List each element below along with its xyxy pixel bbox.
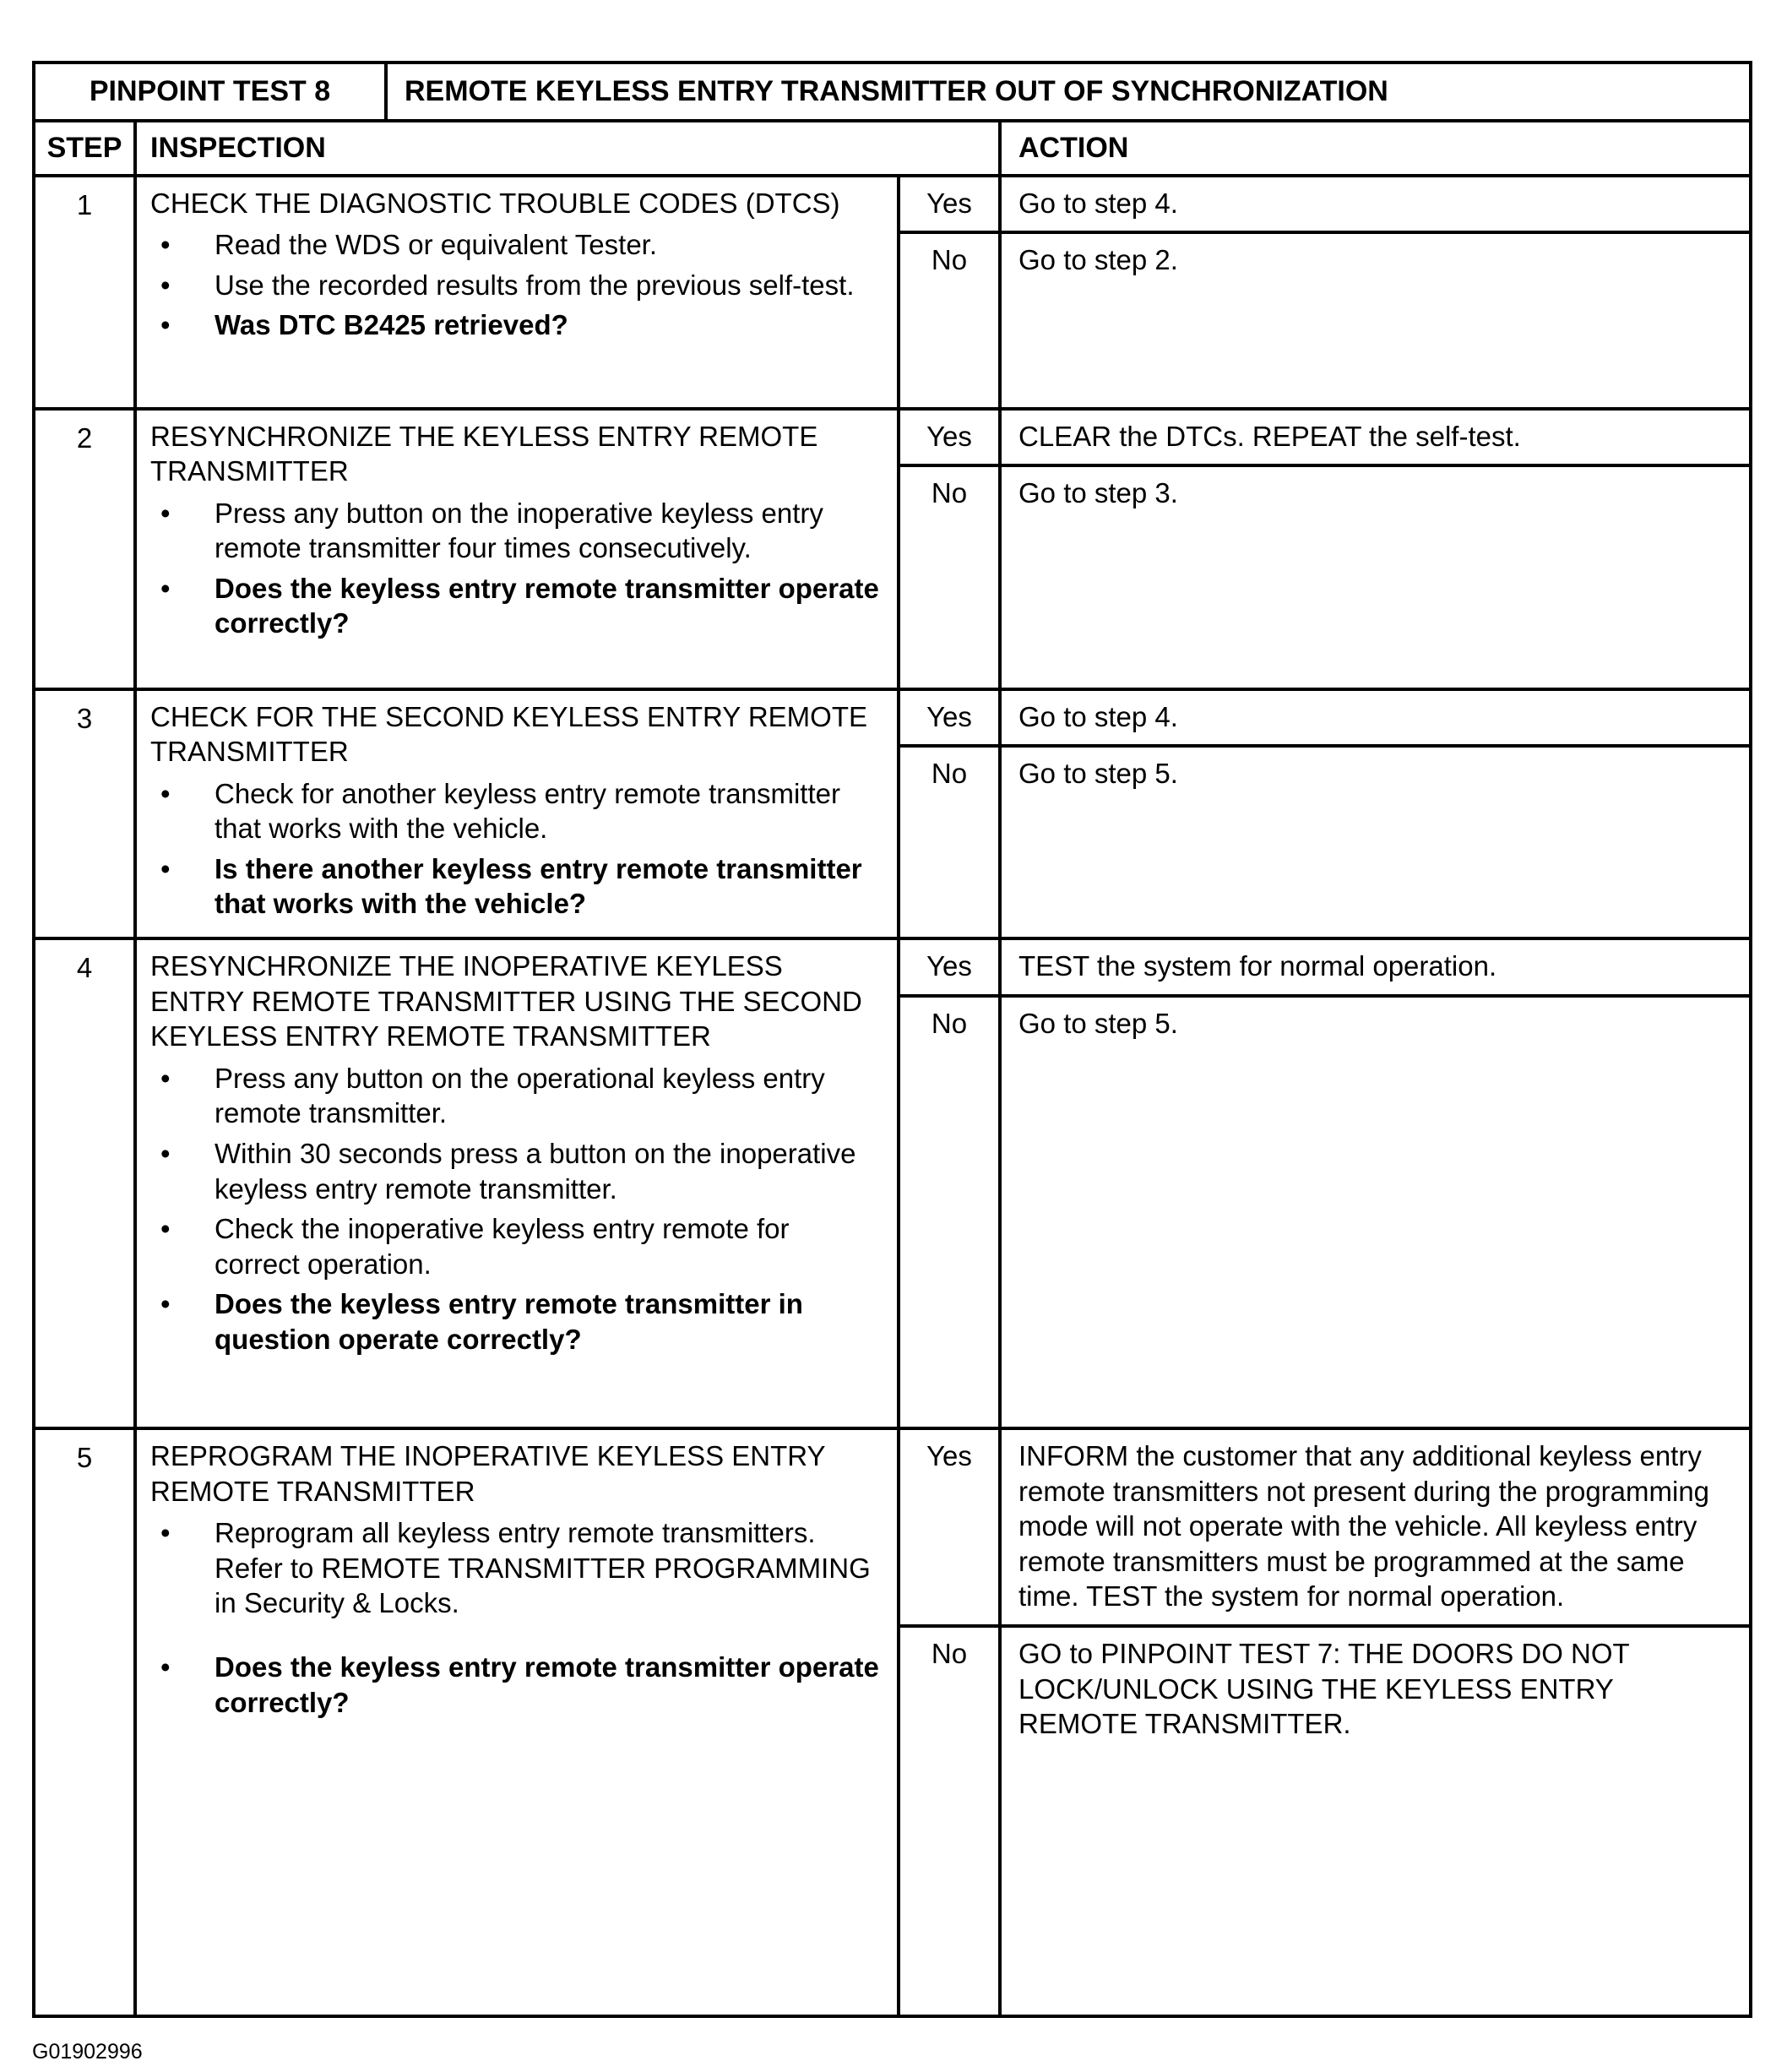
table-title-row xyxy=(35,64,1749,122)
bullet-dot: • xyxy=(160,1651,171,1683)
outcome-label: Yes xyxy=(900,411,1002,465)
outcome-label: No xyxy=(900,998,1002,1427)
step-number: 2 xyxy=(35,411,137,688)
outcome-action: Go to step 5. xyxy=(1018,758,1178,790)
bullet-text: Is there another keyless entry remote transmitter that works with the vehicle? xyxy=(215,852,862,920)
bullet-text: Press any button on the inoperative keyless entry remote transmitter four times consecutively. xyxy=(215,497,823,564)
step-row xyxy=(35,691,1749,940)
outcome-action: Go to step 5. xyxy=(1018,1007,1178,1039)
outcome-label: No xyxy=(900,234,1002,406)
outcome-row xyxy=(900,1628,1749,2015)
inspection-title: RESYNCHRONIZE THE INOPERATIVE KEYLESS ENTRY REMOTE TRANSMITTER USING THE SECOND KEYLESS ENTRY REMOTE TRANSMITTER xyxy=(150,950,862,1052)
bullet-dot: • xyxy=(160,1213,171,1245)
outcome-action: TEST the system for normal operation. xyxy=(1018,950,1497,982)
bullet-dot: • xyxy=(160,572,171,604)
outcome-row xyxy=(900,748,1749,937)
step-number: 5 xyxy=(35,1430,137,2015)
outcome-label: Yes xyxy=(900,940,1002,994)
inspection-cell xyxy=(137,940,900,1427)
test-title: REMOTE KEYLESS ENTRY TRANSMITTER OUT OF SYNCHRONIZATION xyxy=(405,75,1388,107)
inspection-cell xyxy=(137,1430,900,2015)
outcome-row xyxy=(900,234,1749,406)
bullet-dot: • xyxy=(160,229,171,261)
bullet-text: Use the recorded results from the previous self-test. xyxy=(215,269,855,301)
outcome-action: Go to step 2. xyxy=(1018,244,1178,276)
column-header-inspection: INSPECTION xyxy=(137,122,1002,174)
bullet-text: Does the keyless entry remote transmitter operate correctly? xyxy=(215,572,879,639)
bullet-dot: • xyxy=(160,1137,171,1169)
bullet-text: Reprogram all keyless entry remote transmitters. Refer to REMOTE TRANSMITTER PROGRAMMING in Security & Locks. xyxy=(215,1517,871,1619)
outcome-action: GO to PINPOINT TEST 7: THE DOORS DO NOT LOCK/UNLOCK USING THE KEYLESS ENTRY REMOTE TRANSMITTER. xyxy=(1018,1637,1630,1740)
figure-id: G01902996 xyxy=(32,2040,143,2064)
outcome-label: Yes xyxy=(900,1430,1002,1624)
bullet-dot: • xyxy=(160,852,171,884)
inspection-bullet xyxy=(150,1211,880,1281)
test-label: PINPOINT TEST 8 xyxy=(35,64,388,119)
inspection-cell xyxy=(137,411,900,688)
outcomes-cell xyxy=(900,177,1749,407)
outcome-row xyxy=(900,691,1749,748)
outcome-action: Go to step 4. xyxy=(1018,187,1178,219)
inspection-bullet xyxy=(150,1515,880,1621)
step-row xyxy=(35,1430,1749,2015)
step-number: 3 xyxy=(35,691,137,937)
bullet-text: Check for another keyless entry remote transmitter that works with the vehicle. xyxy=(215,777,840,845)
outcome-row xyxy=(900,411,1749,468)
outcomes-cell xyxy=(900,691,1749,937)
pinpoint-test-table xyxy=(32,61,1752,2018)
bullet-text: Press any button on the operational keyless entry remote transmitter. xyxy=(215,1062,825,1129)
inspection-title: REPROGRAM THE INOPERATIVE KEYLESS ENTRY REMOTE TRANSMITTER xyxy=(150,1440,825,1507)
outcomes-cell xyxy=(900,940,1749,1427)
inspection-cell xyxy=(137,177,900,407)
step-number: 4 xyxy=(35,940,137,1427)
inspection-bullet xyxy=(150,776,880,846)
inspection-title: CHECK FOR THE SECOND KEYLESS ENTRY REMOTE TRANSMITTER xyxy=(150,700,868,768)
inspection-bullets xyxy=(150,496,880,641)
inspection-bullets xyxy=(150,776,880,922)
inspection-bullet xyxy=(150,268,880,303)
bullet-dot: • xyxy=(160,1288,171,1320)
column-header-step: STEP xyxy=(35,122,137,174)
column-header-action: ACTION xyxy=(1018,131,1129,164)
outcome-label: Yes xyxy=(900,691,1002,745)
outcome-action: CLEAR the DTCs. REPEAT the self-test. xyxy=(1018,420,1521,452)
outcome-label: Yes xyxy=(900,177,1002,231)
outcome-action: Go to step 4. xyxy=(1018,700,1178,732)
outcome-action: INFORM the customer that any additional keyless entry remote transmitters not present during the programming mode will not operate with the vehicle. All keyless entry remote transmitters must be programmed at the same time. TEST the system for normal operation. xyxy=(1018,1440,1710,1612)
inspection-bullets xyxy=(150,227,880,343)
bullet-dot: • xyxy=(160,777,171,809)
step-number: 1 xyxy=(35,177,137,407)
inspection-title: CHECK THE DIAGNOSTIC TROUBLE CODES (DTCS) xyxy=(150,187,840,219)
inspection-title: RESYNCHRONIZE THE KEYLESS ENTRY REMOTE TRANSMITTER xyxy=(150,420,818,487)
inspection-bullet xyxy=(150,307,880,343)
outcome-label: No xyxy=(900,467,1002,687)
inspection-bullet xyxy=(150,1136,880,1206)
outcome-label: No xyxy=(900,1628,1002,2015)
bullet-text: Read the WDS or equivalent Tester. xyxy=(215,229,658,261)
bullet-text: Was DTC B2425 retrieved? xyxy=(215,309,568,341)
outcome-row xyxy=(900,467,1749,687)
inspection-bullet xyxy=(150,1061,880,1131)
bullet-text: Does the keyless entry remote transmitter in question operate correctly? xyxy=(215,1288,803,1355)
inspection-bullet xyxy=(150,571,880,641)
inspection-bullet xyxy=(150,496,880,566)
outcome-row xyxy=(900,940,1749,998)
outcome-row xyxy=(900,177,1749,235)
inspection-bullet xyxy=(150,851,880,922)
bullet-dot: • xyxy=(160,1062,171,1094)
steps-container xyxy=(35,177,1749,2015)
step-row xyxy=(35,411,1749,691)
inspection-bullets xyxy=(150,1061,880,1357)
step-row xyxy=(35,177,1749,411)
outcome-row xyxy=(900,998,1749,1427)
outcome-row xyxy=(900,1430,1749,1628)
bullet-dot: • xyxy=(160,1517,171,1549)
step-row xyxy=(35,940,1749,1430)
inspection-bullet xyxy=(150,227,880,263)
bullet-text: Does the keyless entry remote transmitter operate correctly? xyxy=(215,1651,879,1718)
outcome-action: Go to step 3. xyxy=(1018,477,1178,509)
inspection-cell xyxy=(137,691,900,937)
bullet-text: Check the inoperative keyless entry remote for correct operation. xyxy=(215,1213,790,1280)
column-header-row xyxy=(35,122,1749,177)
outcomes-cell xyxy=(900,1430,1749,2015)
bullet-text: Within 30 seconds press a button on the inoperative keyless entry remote transmitter. xyxy=(215,1137,856,1205)
inspection-bullets xyxy=(150,1515,880,1720)
inspection-bullet xyxy=(150,1286,880,1357)
outcome-label: No xyxy=(900,748,1002,937)
bullet-dot: • xyxy=(160,269,171,301)
outcomes-cell xyxy=(900,411,1749,688)
inspection-bullet xyxy=(150,1650,880,1720)
bullet-dot: • xyxy=(160,309,171,341)
bullet-dot: • xyxy=(160,497,171,529)
